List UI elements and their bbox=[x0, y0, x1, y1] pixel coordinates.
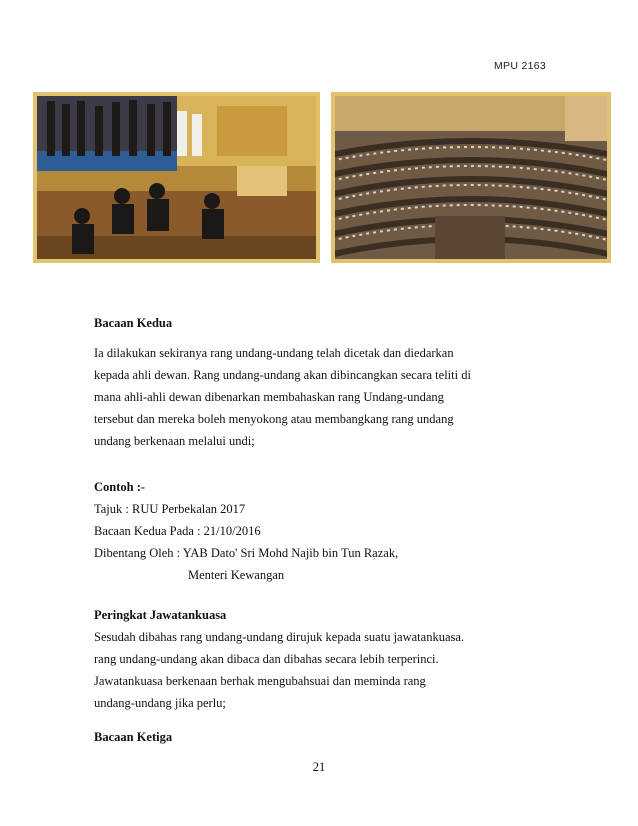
course-code: MPU 2163 bbox=[494, 60, 547, 72]
example-line: Tajuk : RUU Perbekalan 2017 bbox=[94, 502, 246, 516]
paragraph-line: undang-undang jika perlu; bbox=[94, 696, 226, 710]
paragraph-line: Sesudah dibahas rang undang-undang dirujuk kepada suatu jawatankuasa. bbox=[94, 630, 465, 644]
page-number: 21 bbox=[312, 760, 326, 774]
section-heading: Bacaan Kedua bbox=[94, 316, 173, 330]
paragraph-line: Jawatankuasa berkenaan berhak mengubahsuai dan meminda rang bbox=[94, 674, 426, 688]
example-line: Bacaan Kedua Pada : 21/10/2016 bbox=[94, 524, 261, 538]
parliament-chamber-photo bbox=[331, 92, 611, 263]
paragraph-line: kepada ahli dewan. Rang undang-undang akan dibincangkan secara teliti di bbox=[94, 368, 471, 382]
section-heading: Bacaan Ketiga bbox=[94, 730, 173, 744]
paragraph-line: tersebut dan mereka boleh menyokong atau membangkang rang undang bbox=[94, 412, 454, 426]
section-bacaan-ketiga bbox=[94, 726, 172, 748]
paragraph-line: Ia dilakukan sekiranya rang undang-undang telah dicetak dan diedarkan bbox=[94, 346, 454, 360]
parliament-ceremony-photo bbox=[33, 92, 320, 263]
section-contoh bbox=[94, 476, 398, 586]
example-line: Dibentang Oleh : YAB Dato' Sri Mohd Najib bin Tun Razak, bbox=[94, 546, 399, 560]
example-indented-line: Menteri Kewangan bbox=[188, 568, 285, 582]
section-heading: Peringkat Jawatankuasa bbox=[94, 608, 227, 622]
section-peringkat-jawatankuasa bbox=[94, 604, 464, 714]
paragraph-line: mana ahli-ahli dewan dibenarkan membahaskan rang Undang-undang bbox=[94, 390, 444, 404]
paragraph-line: undang berkenaan melalui undi; bbox=[94, 434, 255, 448]
section-bacaan-kedua bbox=[94, 312, 471, 452]
paragraph-line: rang undang-undang akan dibaca dan dibahas secara lebih terperinci. bbox=[94, 652, 439, 666]
section-heading: Contoh :- bbox=[94, 480, 146, 494]
